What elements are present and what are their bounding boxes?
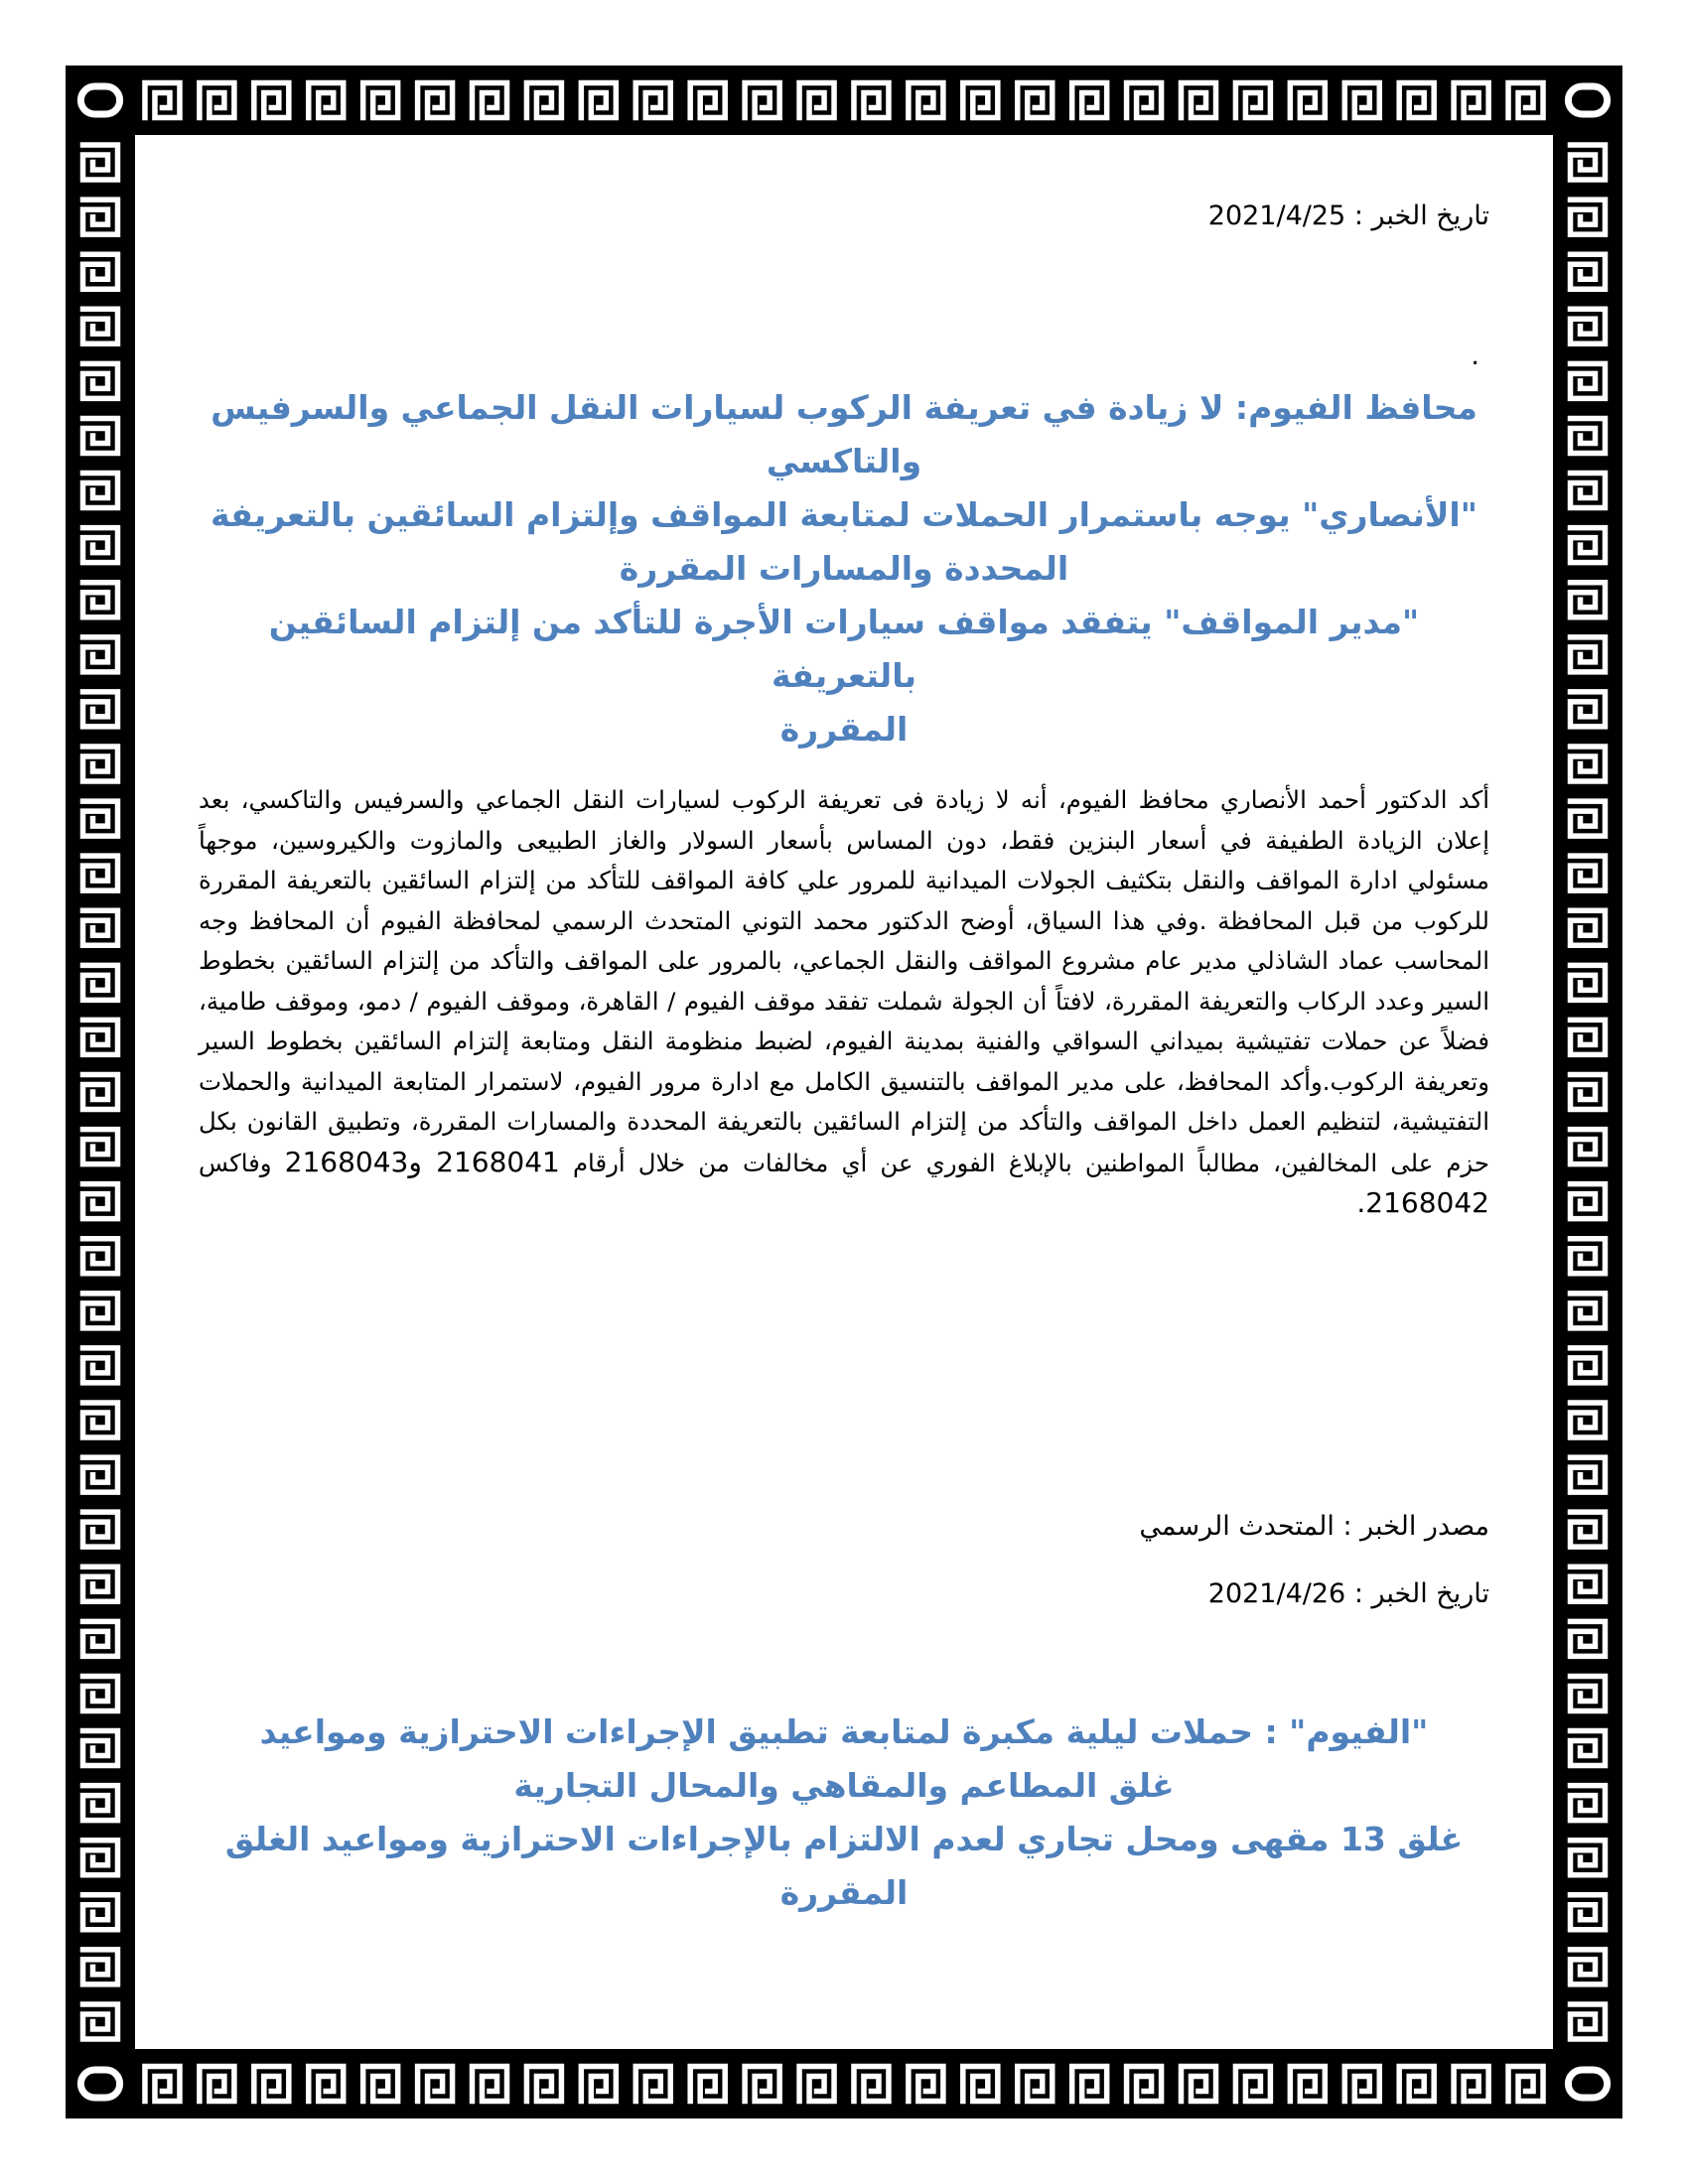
border-key-tile (75, 1122, 125, 1171)
border-key-tile (1563, 629, 1613, 679)
border-key-tile (1563, 247, 1613, 297)
border-key-tile (192, 2059, 241, 2109)
border-key-tile (75, 1286, 125, 1335)
article1-headline-line: محافظ الفيوم: لا زيادة في تعريفة الركوب لسيارات النقل الجماعي والسرفيس (211, 388, 1477, 427)
border-key-tile (846, 75, 896, 125)
border-key-tile (1563, 1067, 1613, 1117)
article1-date-value: 2021/4/25 (1207, 201, 1346, 231)
border-key-tile (1283, 75, 1333, 125)
border-key-tile (1563, 739, 1613, 788)
border-key-tile (75, 1560, 125, 1609)
border-key-tile (629, 2059, 678, 2109)
border-key-tile (75, 1450, 125, 1500)
border-key-tile (1563, 1013, 1613, 1062)
border-key-tile (246, 75, 296, 125)
article1-phone-numbers: 2168041 و2168043 (284, 1145, 560, 1178)
border-key-tile (1563, 356, 1613, 406)
border-key-tile (792, 75, 842, 125)
border-key-tile (410, 2059, 460, 2109)
border-key-tile (75, 1176, 125, 1226)
border-key-tile (955, 2059, 1005, 2109)
border-key-tile (1064, 2059, 1114, 2109)
border-key-tile (75, 1723, 125, 1773)
border-key-tile (1563, 1505, 1613, 1555)
article1-headline-line: المقررة (779, 710, 909, 749)
border-key-tile (1563, 1560, 1613, 1609)
border-key-tile (1563, 1450, 1613, 1500)
border-key-tile (1337, 2059, 1387, 2109)
border-key-tile (75, 794, 125, 844)
border-key-tile (75, 1778, 125, 1828)
border-key-tile (1501, 75, 1551, 125)
border-key-tile (75, 1833, 125, 1882)
border-key-tile (75, 1614, 125, 1664)
border-key-tile (1563, 1778, 1613, 1828)
border-key-tile (1010, 75, 1059, 125)
article1-dot (218, 341, 1479, 371)
border-key-tile (75, 958, 125, 1008)
border-key-tile (1563, 1723, 1613, 1773)
border-key-tile (75, 193, 125, 242)
article1-body-text: أكد الدكتور أحمد الأنصاري محافظ الفيوم، أنه لا زيادة فى تعريفة الركوب لسيارات النقل الجماعي والسرفيس والتاكسي، بعد إعلان الزيادة الطفيفة في أسعار البنزين فقط، دون المساس بأسعار السولار والغاز الطبيعى والمازوت والكيروسين، موجهاً مسئولي ادارة المواقف والنقل بتكثيف الجولات الميدانية للمرور علي كافة المواقف للتأكد من إلتزام السائقين بالتعريفة المقررة للركوب من قبل المحافظة .وفي هذا السياق، أوضح الدكتور محمد التوني المتحدث الرسمي لمحافظة الفيوم أن المحافظ وجه المحاسب عماد الشاذلي مدير عام مشروع المواقف والنقل الجماعي، بالمرور على المواقف والتأكد من إلتزام السائقين بخطوط السير وعدد الركاب والتعريفة المقررة، لافتاً أن الجولة شملت تفقد موقف الفيوم / القاهرة، وموقف الفيوم / دمو، وموقف طامية، فضلاً عن حملات تفتيشية بميداني السواقي والفنية بمدينة الفيوم، لضبط منظومة النقل ومتابعة إلتزام السائقين بخطوط السير وتعريفة الركوب.وأكد المحافظ، على مدير المواقف بالتنسيق الكامل مع ادارة مرور الفيوم، لاستمرار المتابعة الميدانية والحملات التفتيشية، لتنظيم العمل داخل المواقف والتأكد من إلتزام السائقين بالتعريفة المحددة والمسارات المقررة، وتطبيق القانون بكل حزم على المخالفين، مطالباً المواطنين بالإبلاغ الفوري عن أي مخالفات من خلال أرقام (199, 785, 1489, 1177)
border-key-tile (1447, 2059, 1496, 2109)
border-key-tile (629, 75, 678, 125)
article2-headline-line: "الفيوم" : حملات ليلية مكبرة لمتابعة تطبيق الإجراءات الاحترازية ومواعيد (259, 1712, 1429, 1751)
dot-mark: . (1471, 341, 1479, 371)
border-bottom-meander (66, 2049, 1622, 2118)
article1-headline-line: "الأنصاري" يوجه باستمرار الحملات لمتابعة المواقف وإلتزام السائقين بالتعريفة (211, 495, 1477, 534)
border-key-tile (1337, 75, 1387, 125)
border-key-tile (1563, 1122, 1613, 1171)
border-key-tile (1563, 466, 1613, 515)
border-key-tile (1563, 1942, 1613, 1991)
border-key-tile (465, 75, 514, 125)
border-key-tile (75, 247, 125, 297)
border-key-tile (1174, 2059, 1223, 2109)
border-key-tile (792, 2059, 842, 2109)
article2-date-line (199, 1576, 1489, 1612)
border-key-tile (683, 75, 733, 125)
border-key-tile (519, 75, 569, 125)
border-key-tile (75, 1942, 125, 1991)
border-corner-ring (66, 66, 135, 135)
border-key-tile (1283, 2059, 1333, 2109)
article1-headlines (199, 381, 1489, 756)
border-key-tile (75, 1013, 125, 1062)
border-key-tile (355, 2059, 405, 2109)
border-key-tile (75, 1505, 125, 1555)
border-key-tile (75, 684, 125, 734)
border-key-tile (1563, 684, 1613, 734)
border-key-tile (1563, 958, 1613, 1008)
border-key-tile (301, 75, 351, 125)
border-key-tile (1228, 75, 1278, 125)
article2-source: مصدر الخبر : المتحدث الرسمي (1139, 1511, 1489, 1542)
border-key-tile (75, 1231, 125, 1281)
article1-headline-line: والتاكسي (766, 442, 922, 480)
border-key-tile (846, 2059, 896, 2109)
border-key-tile (1563, 1996, 1613, 2046)
border-key-tile (574, 2059, 624, 2109)
border-top-meander (66, 66, 1622, 135)
border-key-tile (192, 75, 241, 125)
border-corner-ring (1553, 66, 1622, 135)
article1-date-label: تاريخ الخبر : (1353, 201, 1489, 231)
border-key-tile (1563, 575, 1613, 624)
border-key-tile (1563, 903, 1613, 953)
border-key-tile (75, 575, 125, 624)
border-key-tile (901, 2059, 950, 2109)
border-key-tile (1563, 1887, 1613, 1937)
border-key-tile (901, 75, 950, 125)
border-key-tile (1392, 2059, 1442, 2109)
border-key-tile (738, 2059, 787, 2109)
border-key-tile (1563, 520, 1613, 570)
border-key-tile (1563, 794, 1613, 844)
article1-headline-line: المحددة والمسارات المقررة (619, 549, 1069, 588)
border-key-tile (1563, 1833, 1613, 1882)
article1-fax-label: وفاكس (199, 1148, 272, 1177)
border-key-tile (75, 1669, 125, 1718)
border-key-tile (1174, 75, 1223, 125)
border-key-tile (1563, 411, 1613, 461)
border-key-tile (1563, 1396, 1613, 1445)
article2-headlines (199, 1706, 1489, 1920)
border-key-tile (75, 1996, 125, 2046)
article2-headline-line: غلق المطاعم والمقاهي والمحال التجارية (513, 1766, 1175, 1805)
border-left-meander (66, 135, 135, 2049)
border-key-tile (738, 75, 787, 125)
border-key-tile (1064, 75, 1114, 125)
border-key-tile (1228, 2059, 1278, 2109)
border-key-tile (574, 75, 624, 125)
border-key-tile (1563, 1286, 1613, 1335)
border-key-tile (1563, 138, 1613, 188)
border-key-tile (1501, 2059, 1551, 2109)
border-key-tile (1119, 75, 1169, 125)
border-key-tile (137, 75, 187, 125)
border-key-tile (1392, 75, 1442, 125)
border-key-tile (955, 75, 1005, 125)
border-key-tile (75, 1887, 125, 1937)
border-key-tile (1447, 75, 1496, 125)
border-key-tile (75, 1340, 125, 1390)
border-key-tile (683, 2059, 733, 2109)
border-corner-ring (66, 2049, 135, 2118)
border-key-tile (1563, 193, 1613, 242)
border-key-tile (519, 2059, 569, 2109)
border-key-tile (75, 520, 125, 570)
article1-body (199, 780, 1489, 1225)
border-right-meander (1553, 135, 1622, 2049)
border-key-tile (75, 356, 125, 406)
border-key-tile (1563, 1614, 1613, 1664)
border-key-tile (75, 903, 125, 953)
border-key-tile (75, 466, 125, 515)
border-key-tile (246, 2059, 296, 2109)
border-corner-ring (1553, 2049, 1622, 2118)
article2-source-line (199, 1509, 1489, 1545)
border-key-tile (75, 1067, 125, 1117)
border-key-tile (301, 2059, 351, 2109)
border-key-tile (1563, 1231, 1613, 1281)
border-key-tile (1563, 1669, 1613, 1718)
border-key-tile (1563, 1176, 1613, 1226)
border-key-tile (75, 302, 125, 351)
border-key-tile (1119, 2059, 1169, 2109)
article2-date-value: 2021/4/26 (1207, 1578, 1346, 1609)
border-key-tile (75, 849, 125, 898)
border-key-tile (75, 1396, 125, 1445)
article1-fax-number: 2168042. (1356, 1186, 1489, 1219)
border-key-tile (1563, 849, 1613, 898)
border-key-tile (410, 75, 460, 125)
border-key-tile (137, 2059, 187, 2109)
border-key-tile (75, 138, 125, 188)
article1-date-line (199, 199, 1489, 234)
border-key-tile (1563, 302, 1613, 351)
border-key-tile (1563, 1340, 1613, 1390)
article2-date-label: تاريخ الخبر : (1353, 1578, 1489, 1609)
article2-headline-line: المقررة (779, 1873, 909, 1912)
border-key-tile (75, 739, 125, 788)
border-key-tile (1010, 2059, 1059, 2109)
border-key-tile (355, 75, 405, 125)
article2-headline-line: غلق 13 مقهى ومحل تجاري لعدم الالتزام بالإجراءات الاحترازية ومواعيد الغلق (224, 1820, 1464, 1858)
border-key-tile (465, 2059, 514, 2109)
article1-headline-line: "مدير المواقف" يتفقد مواقف سيارات الأجرة للتأكد من إلتزام السائقين بالتعريفة (268, 603, 1420, 695)
border-key-tile (75, 629, 125, 679)
border-key-tile (75, 411, 125, 461)
